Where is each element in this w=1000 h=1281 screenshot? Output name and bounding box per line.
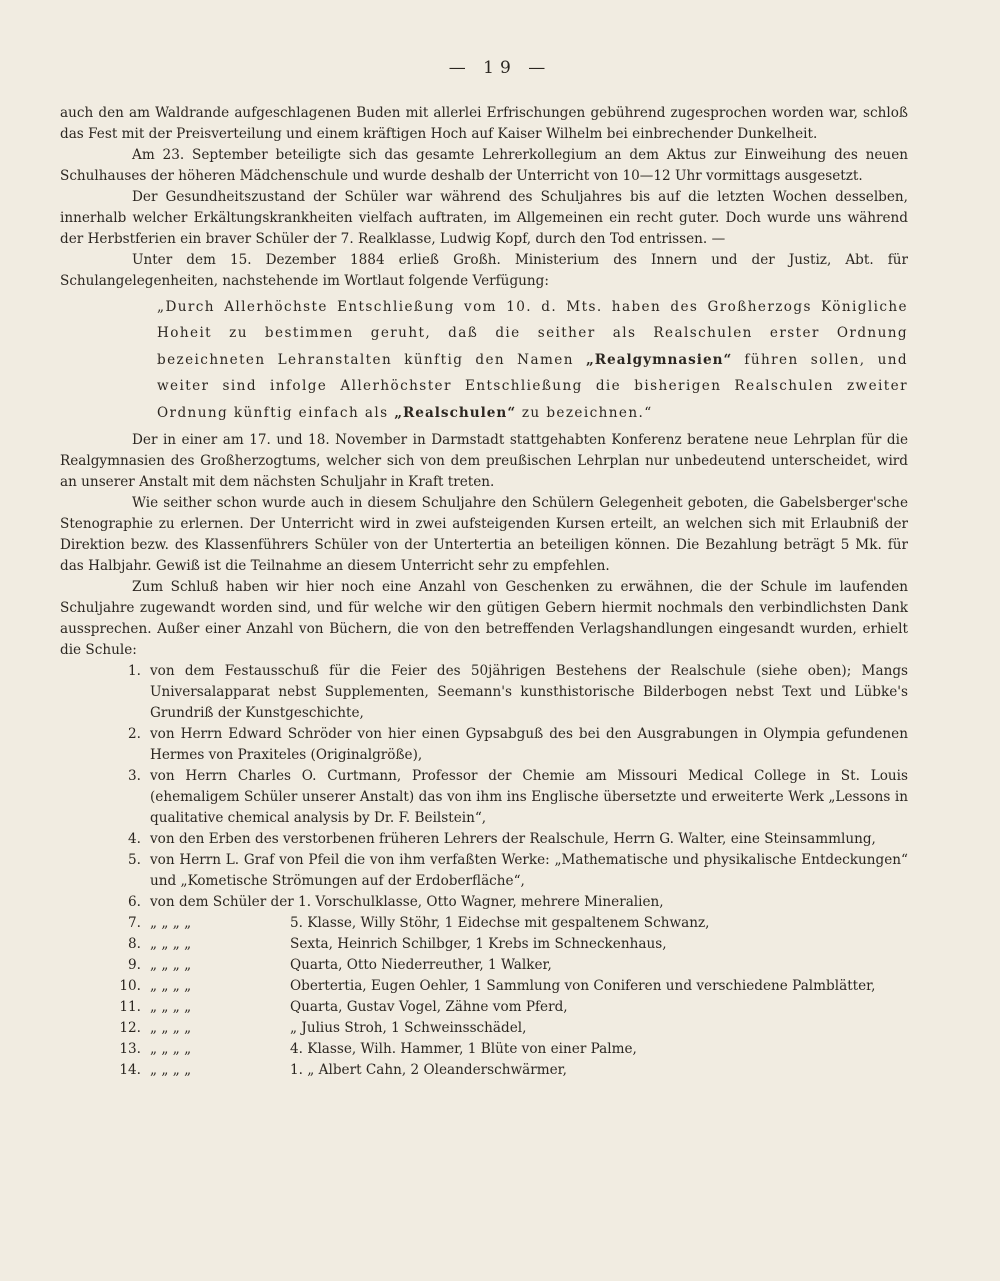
decree-quote: [157, 294, 908, 426]
page-number: — 19 —: [448, 58, 552, 78]
list-item-number: 9.: [128, 957, 141, 974]
gifts-list: [60, 661, 908, 1081]
decree-term-realgymnasien: „Realgymnasien“: [585, 351, 733, 368]
decree-term-realschulen: „Realschulen“: [394, 404, 517, 421]
decree-quote-part2: führen sollen, und weiter sind infolge Allerhöchster Entschließung die bisherigen Realschulen zweiter Ordnung künftig einfach als: [157, 351, 908, 421]
list-item-number: 1.: [128, 663, 141, 680]
paragraph-inauguration: Am 23. September beteiligte sich das gesamte Lehrerkollegium an dem Aktus zur Einweihung des neuen Schulhauses der höheren Mädchenschule und wurde deshalb der Unterricht von 10—12 Uhr vormittags ausgesetzt.: [60, 147, 908, 184]
list-item-text: von dem Schüler der 1. Vorschulklasse, Otto Wagner, mehrere Mineralien,: [150, 894, 664, 911]
list-item-text: Quarta, Otto Niederreuther, 1 Walker,: [290, 957, 552, 974]
ditto-marks: „ „ „ „: [150, 978, 192, 995]
list-item: [60, 1018, 908, 1039]
list-item-number: 10.: [119, 978, 141, 995]
list-item-number: 5.: [128, 852, 141, 869]
list-item-number: 3.: [128, 768, 141, 785]
list-item-text: 1. „ Albert Cahn, 2 Oleanderschwärmer,: [290, 1062, 567, 1079]
paragraph-gifts-intro: Zum Schluß haben wir hier noch eine Anzahl von Geschenken zu erwähnen, die der Schule im laufenden Schuljahre zugewandt worden sind, und für welche wir den gütigen Gebern hiermit nochmals den verbindlichsten Dank aussprechen. Außer einer Anzahl von Büchern, die von den betreffenden Verlagshandlungen eingesandt wurden, erhielt die Schule:: [60, 579, 908, 659]
list-item: [60, 1039, 908, 1060]
list-item: [60, 997, 908, 1018]
list-item-number: 2.: [128, 726, 141, 743]
list-item-text: von dem Festausschuß für die Feier des 50jährigen Bestehens der Realschule (siehe oben); Mangs Universalapparat nebst Supplementen, Seemann's kunsthistorische Bilderbogen nebst Text und Lübke's Grundriß der Kunstgeschichte,: [150, 663, 908, 722]
list-item-text: von Herrn Edward Schröder von hier einen Gypsabguß des bei den Ausgrabungen in Olympia gefundenen Hermes von Praxiteles (Originalgröße),: [150, 726, 908, 764]
page-body: [60, 103, 908, 1081]
list-item-text: 5. Klasse, Willy Stöhr, 1 Eidechse mit gespaltenem Schwanz,: [290, 915, 710, 932]
paragraph-health: Der Gesundheitszustand der Schüler war während des Schuljahres bis auf die letzten Wochen desselben, innerhalb welcher Erkältungskrankheiten vielfach auftraten, im Allgemeinen ein recht guter. Doch wurde uns während der Herbstferien ein braver Schüler der 7. Realklasse, Ludwig Kopf, durch den Tod entrissen. —: [60, 189, 908, 247]
paragraph-festival: auch den am Waldrande aufgeschlagenen Buden mit allerlei Erfrischungen gebührend zugesprochen worden war, schloß das Fest mit der Preisverteilung und einem kräftigen Hoch auf Kaiser Wilhelm bei einbrechender Dunkelheit.: [60, 105, 908, 142]
decree-quote-part1: „Durch Allerhöchste Entschließung vom 10. d. Mts. haben des Großherzogs Königliche Hoheit zu bestimmen geruht, daß die seither als Realschulen erster Ordnung bezeichneten Lehranstalten künftig den Namen: [157, 299, 908, 368]
list-item: [60, 913, 908, 934]
ditto-marks: „ „ „ „: [150, 957, 192, 974]
list-item: [60, 829, 908, 850]
list-item-number: 8.: [128, 936, 141, 953]
list-item: [60, 850, 908, 892]
ditto-marks: „ „ „ „: [150, 1020, 192, 1037]
list-item-number: 4.: [128, 831, 141, 848]
list-item-number: 12.: [119, 1020, 141, 1037]
ditto-marks: „ „ „ „: [150, 999, 192, 1016]
list-item: [60, 934, 908, 955]
ditto-marks: „ „ „ „: [150, 1062, 192, 1079]
list-item-text: Quarta, Gustav Vogel, Zähne vom Pferd,: [290, 999, 568, 1016]
paragraph-curriculum: Der in einer am 17. und 18. November in Darmstadt stattgehabten Konferenz beratene neue Lehrplan für die Realgymnasien des Großherzogtums, welcher sich von dem preußischen Lehrplan nur unbedeutend unterscheidet, wird an unserer Anstalt mit dem nächsten Schuljahr in Kraft treten.: [60, 432, 908, 491]
list-item: [60, 955, 908, 976]
list-item-number: 13.: [119, 1041, 141, 1058]
list-item-text: Sexta, Heinrich Schilbger, 1 Krebs im Schneckenhaus,: [290, 936, 667, 953]
list-item-text: „ Julius Stroh, 1 Schweinsschädel,: [290, 1020, 527, 1037]
list-item: [60, 976, 908, 997]
list-item-text: von Herrn Charles O. Curtmann, Professor der Chemie am Missouri Medical College in St. Louis (ehemaligem Schüler unserer Anstalt) das von ihm ins Englische übersetzte und erweiterte Werk „Lessons in qualitative chemical analysis by Dr. F. Beilstein“,: [150, 768, 908, 827]
list-item: [60, 724, 908, 766]
list-item-text: von den Erben des verstorbenen früheren Lehrers der Realschule, Herrn G. Walter, eine Steinsammlung,: [150, 831, 876, 848]
list-item-number: 11.: [119, 999, 141, 1016]
list-item-number: 14.: [119, 1062, 141, 1079]
ditto-marks: „ „ „ „: [150, 915, 192, 932]
list-item: [60, 661, 908, 724]
paragraph-decree-intro: Unter dem 15. Dezember 1884 erließ Großh. Ministerium des Innern und der Justiz, Abt. für Schulangelegenheiten, nachstehende im Wortlaut folgende Verfügung:: [60, 252, 908, 289]
list-item-number: 6.: [128, 894, 141, 911]
paragraph-stenography: Wie seither schon wurde auch in diesem Schuljahre den Schülern Gelegenheit geboten, die Gabelsberger'sche Stenographie zu erlernen. Der Unterricht wird in zwei aufsteigenden Kursen erteilt, an welchen sich mit Erlaubniß der Direktion bezw. des Klassenführers Schüler von der Untertertia an beteiligen können. Die Bezahlung beträgt 5 Mk. für das Halbjahr. Gewiß ist die Teilnahme an diesem Unterricht sehr zu empfehlen.: [60, 495, 908, 575]
list-item-number: 7.: [128, 915, 141, 932]
list-item: [60, 892, 908, 913]
list-item-text: von Herrn L. Graf von Pfeil die von ihm verfaßten Werke: „Mathematische und physikalische Entdeckungen“ und „Kometische Strömungen auf der Erdoberfläche“,: [150, 852, 908, 890]
list-item-text: Obertertia, Eugen Oehler, 1 Sammlung von Coniferen und verschiedene Palmblätter,: [290, 978, 876, 995]
list-item: [60, 766, 908, 829]
list-item-text: 4. Klasse, Wilh. Hammer, 1 Blüte von einer Palme,: [290, 1041, 637, 1058]
ditto-marks: „ „ „ „: [150, 936, 192, 953]
ditto-marks: „ „ „ „: [150, 1041, 192, 1058]
decree-quote-part3: zu bezeichnen.“: [521, 404, 653, 421]
list-item: [60, 1060, 908, 1081]
